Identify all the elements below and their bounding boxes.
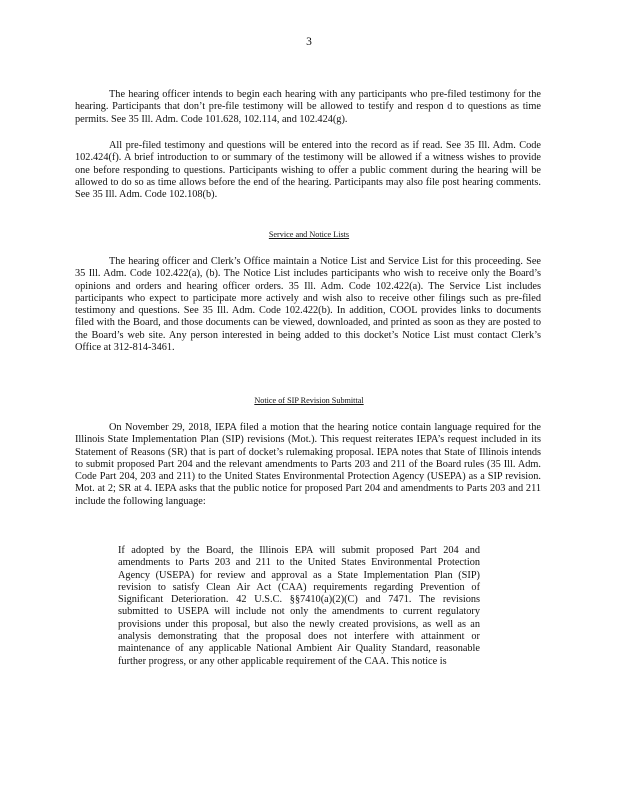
paragraph-notice-service-lists: The hearing officer and Clerk’s Office maintain a Notice List and Service List for this proceeding. See 35 Ill. Adm. Code 102.422(a), (b). The Notice List includes participants who wish to receive only the Board’s opinions and orders and hearing officer orders. 35 Ill. Adm. Code 102.422(a). The Service List includes participants who expect to participate more actively and wish also to receive other filings such as pre-filed testimony and questions. See 35 Ill. Adm. Code 102.422(b). In addition, COOL provides links to documents filed with the Board, and those documents can be viewed, downloaded, and printed as soon as they are posted to the Board’s web site. Any person interested in being added to this docket’s Notice List must contact Clerk’s Office at 312-814-3461.	[75, 256, 541, 354]
section-heading-sip-notice-text: Notice of SIP Revision Submittal	[254, 396, 364, 405]
paragraph-prefiled-testimony: All pre-filed testimony and questions will be entered into the record as if read. See 35 Ill. Adm. Code 102.424(f). A brief introduction to or summary of the testimony will be allowed if a witness wishes to provide one before responding to questions. Participants wishing to offer a public comment during the hearing will be allowed to do so as time allows before the end of the hearing. Participants may also file post hearing comments. See 35 Ill. Adm. Code 102.108(b).	[75, 140, 541, 201]
paragraph-hearing-order: The hearing officer intends to begin each hearing with any participants who pre-filed testimony for the hearing. Participants that don’t pre-file testimony will be allowed to testify and respon d to questions as time permits. See 35 Ill. Adm. Code 101.628, 102.114, and 102.424(g).	[75, 89, 541, 125]
section-heading-service-lists-text: Service and Notice Lists	[268, 230, 350, 239]
paragraph-sip-motion: On November 29, 2018, IEPA filed a motion that the hearing notice contain language required for the Illinois State Implementation Plan (SIP) revisions (Mot.). This request reiterates IEPA’s request included in its Statement of Reasons (SR) that is part of docket’s rulemaking proposal. IEPA notes that State of Illinois intends to submit proposed Part 204 and the relevant amendments to Parts 203 and 211 of the Board rules (35 Ill. Adm. Code Part 204, 203 and 211) to the United States Environmental Protection Agency (USEPA) as a SIP revision. Mot. at 2; SR at 4. IEPA asks that the public notice for proposed Part 204 and amendments to Parts 203 and 211 include the following language:	[75, 422, 541, 507]
section-heading-service-lists	[0, 230, 618, 239]
page-number: 3	[306, 36, 312, 48]
section-heading-sip-notice	[0, 396, 618, 405]
block-quote-sip-language: If adopted by the Board, the Illinois EPA will submit proposed Part 204 and amendments to Parts 203 and 211 to the United States Environmental Protection Agency (USEPA) for review and approval as a State Implementation Plan (SIP) revision to satisfy Clean Air Act (CAA) requirements regarding Prevention of Significant Deterioration. 42 U.S.C. §§7410(a)(2)(C) and 7471. The revisions submitted to USEPA will include not only the amendments to current regulatory provisions under this proposal, but also the newly created provisions, as well as an analysis demonstrating that the proposal does not interfere with attainment or maintenance of any applicable National Ambient Air Quality Standard, reasonable further progress, or any other applicable requirement of the CAA. This notice is	[118, 545, 480, 667]
